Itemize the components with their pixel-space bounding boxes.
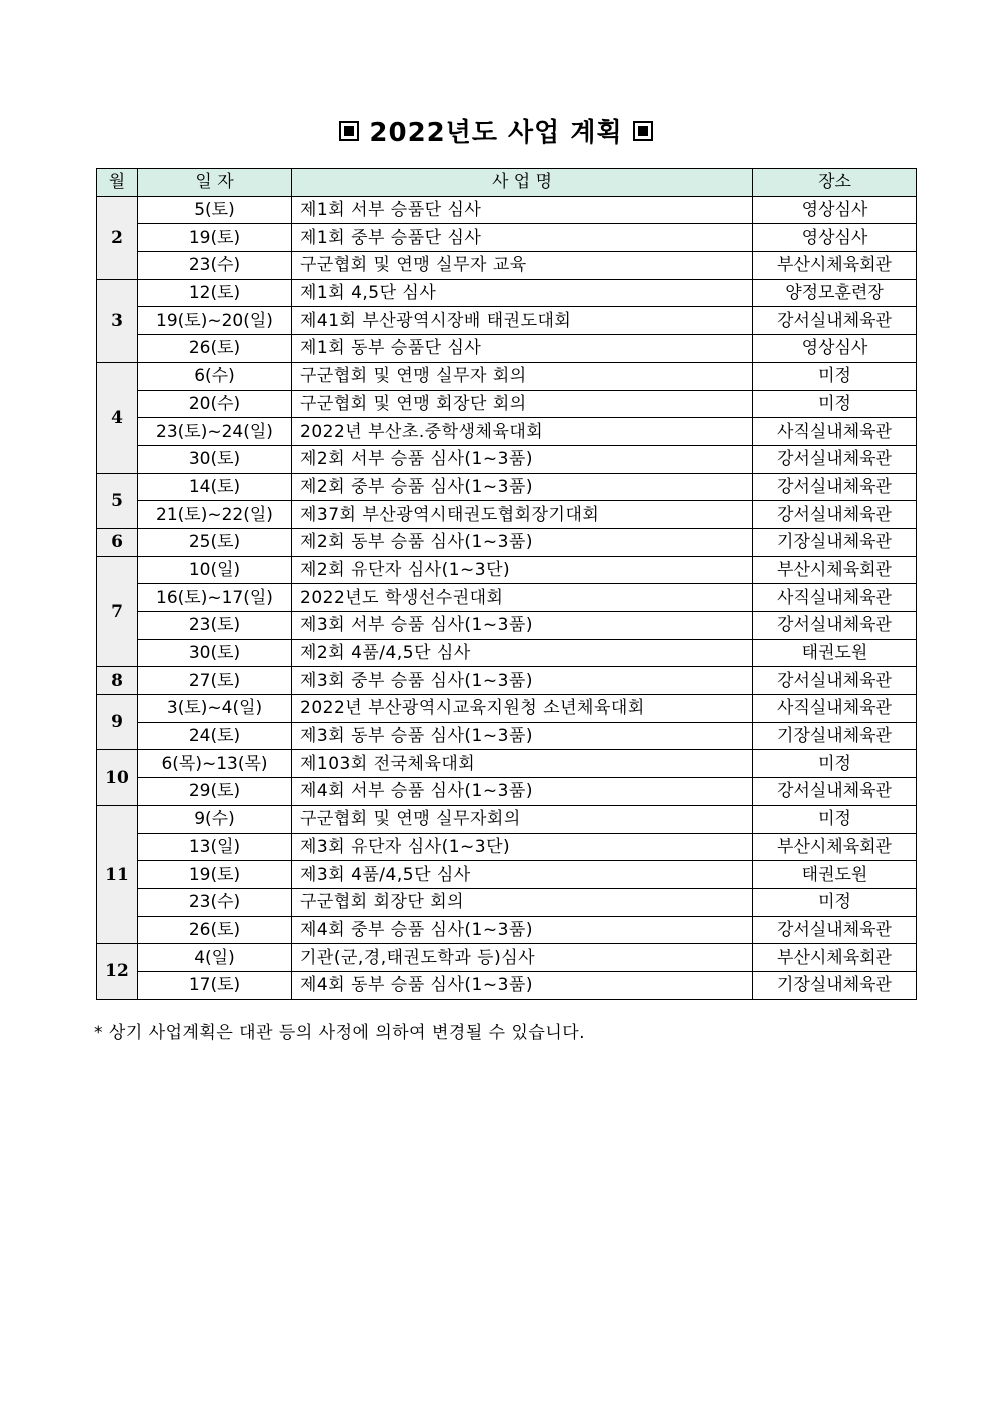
table-row xyxy=(97,279,917,307)
table-row xyxy=(97,722,917,750)
event-name-cell: 제4회 중부 승품 심사(1~3품) xyxy=(292,916,753,944)
event-name-cell: 제2회 서부 승품 심사(1~3품) xyxy=(292,445,753,473)
table-row xyxy=(97,584,917,612)
table-row xyxy=(97,362,917,390)
event-name-cell: 구군협회 및 연맹 회장단 회의 xyxy=(292,390,753,418)
place-cell: 강서실내체육관 xyxy=(753,612,917,640)
date-cell: 13(일) xyxy=(138,833,292,861)
square-bullet-icon xyxy=(339,121,359,141)
event-name-cell: 2022년도 학생선수권대회 xyxy=(292,584,753,612)
table-row xyxy=(97,252,917,280)
date-cell: 27(토) xyxy=(138,667,292,695)
footnote: * 상기 사업계획은 대관 등의 사정에 의하여 변경될 수 있습니다. xyxy=(94,1023,586,1043)
table-row xyxy=(97,805,917,833)
table-row xyxy=(97,861,917,889)
event-name-cell: 2022년 부산광역시교육지원청 소년체육대회 xyxy=(292,695,753,723)
event-name-cell: 제3회 서부 승품 심사(1~3품) xyxy=(292,612,753,640)
date-cell: 23(토)~24(일) xyxy=(138,418,292,446)
date-cell: 25(토) xyxy=(138,528,292,556)
place-cell: 사직실내체육관 xyxy=(753,695,917,723)
date-cell: 19(토) xyxy=(138,861,292,889)
table-row xyxy=(97,224,917,252)
table-row xyxy=(97,501,917,529)
event-name-cell: 제2회 동부 승품 심사(1~3품) xyxy=(292,528,753,556)
month-cell: 7 xyxy=(97,556,138,667)
place-cell: 부산시체육회관 xyxy=(753,944,917,972)
event-name-cell: 제1회 서부 승품단 심사 xyxy=(292,196,753,224)
place-cell: 미정 xyxy=(753,390,917,418)
date-cell: 4(일) xyxy=(138,944,292,972)
month-cell: 2 xyxy=(97,196,138,279)
date-cell: 6(수) xyxy=(138,362,292,390)
place-cell: 사직실내체육관 xyxy=(753,584,917,612)
event-name-cell: 제1회 중부 승품단 심사 xyxy=(292,224,753,252)
table-row xyxy=(97,667,917,695)
table-row xyxy=(97,612,917,640)
place-cell: 강서실내체육관 xyxy=(753,667,917,695)
date-cell: 12(토) xyxy=(138,279,292,307)
place-cell: 미정 xyxy=(753,362,917,390)
table-row xyxy=(97,888,917,916)
header-name: 사 업 명 xyxy=(292,169,753,197)
event-name-cell: 제2회 중부 승품 심사(1~3품) xyxy=(292,473,753,501)
table-row xyxy=(97,473,917,501)
place-cell: 강서실내체육관 xyxy=(753,473,917,501)
event-name-cell: 제2회 유단자 심사(1~3단) xyxy=(292,556,753,584)
place-cell: 영상심사 xyxy=(753,196,917,224)
table-row xyxy=(97,390,917,418)
date-cell: 3(토)~4(일) xyxy=(138,695,292,723)
date-cell: 14(토) xyxy=(138,473,292,501)
table-row xyxy=(97,196,917,224)
plan-table xyxy=(96,168,917,1000)
place-cell: 사직실내체육관 xyxy=(753,418,917,446)
table-row xyxy=(97,445,917,473)
event-name-cell: 제2회 4품/4,5단 심사 xyxy=(292,639,753,667)
date-cell: 5(토) xyxy=(138,196,292,224)
place-cell: 미정 xyxy=(753,805,917,833)
place-cell: 부산시체육회관 xyxy=(753,556,917,584)
place-cell: 강서실내체육관 xyxy=(753,445,917,473)
date-cell: 26(토) xyxy=(138,335,292,363)
event-name-cell: 제1회 동부 승품단 심사 xyxy=(292,335,753,363)
place-cell: 강서실내체육관 xyxy=(753,501,917,529)
page-title xyxy=(0,112,992,149)
place-cell: 부산시체육회관 xyxy=(753,833,917,861)
event-name-cell: 기관(군,경,태권도학과 등)심사 xyxy=(292,944,753,972)
header-date: 일 자 xyxy=(138,169,292,197)
place-cell: 강서실내체육관 xyxy=(753,916,917,944)
event-name-cell: 구군협회 회장단 회의 xyxy=(292,888,753,916)
month-cell: 8 xyxy=(97,667,138,695)
date-cell: 23(수) xyxy=(138,888,292,916)
square-bullet-icon xyxy=(633,121,653,141)
table-row xyxy=(97,916,917,944)
date-cell: 19(토)~20(일) xyxy=(138,307,292,335)
place-cell: 강서실내체육관 xyxy=(753,778,917,806)
place-cell: 미정 xyxy=(753,750,917,778)
date-cell: 19(토) xyxy=(138,224,292,252)
table-row xyxy=(97,639,917,667)
table-row xyxy=(97,335,917,363)
month-cell: 12 xyxy=(97,944,138,999)
event-name-cell: 제103회 전국체육대회 xyxy=(292,750,753,778)
place-cell: 양정모훈련장 xyxy=(753,279,917,307)
month-cell: 6 xyxy=(97,528,138,556)
title-text: 2022년도 사업 계획 xyxy=(369,118,623,148)
place-cell: 강서실내체육관 xyxy=(753,307,917,335)
table-row xyxy=(97,971,917,999)
header-place: 장소 xyxy=(753,169,917,197)
event-name-cell: 2022년 부산초.중학생체육대회 xyxy=(292,418,753,446)
event-name-cell: 구군협회 및 연맹 실무자회의 xyxy=(292,805,753,833)
event-name-cell: 제3회 4품/4,5단 심사 xyxy=(292,861,753,889)
date-cell: 26(토) xyxy=(138,916,292,944)
header-month: 월 xyxy=(97,169,138,197)
month-cell: 11 xyxy=(97,805,138,943)
month-cell: 4 xyxy=(97,362,138,473)
date-cell: 24(토) xyxy=(138,722,292,750)
event-name-cell: 구군협회 및 연맹 실무자 교육 xyxy=(292,252,753,280)
table-row xyxy=(97,528,917,556)
place-cell: 태권도원 xyxy=(753,861,917,889)
date-cell: 23(토) xyxy=(138,612,292,640)
table-body xyxy=(97,196,917,999)
date-cell: 23(수) xyxy=(138,252,292,280)
date-cell: 10(일) xyxy=(138,556,292,584)
date-cell: 6(목)~13(목) xyxy=(138,750,292,778)
event-name-cell: 제3회 중부 승품 심사(1~3품) xyxy=(292,667,753,695)
table-row xyxy=(97,833,917,861)
place-cell: 기장실내체육관 xyxy=(753,528,917,556)
table-row xyxy=(97,778,917,806)
event-name-cell: 구군협회 및 연맹 실무자 회의 xyxy=(292,362,753,390)
place-cell: 태권도원 xyxy=(753,639,917,667)
month-cell: 10 xyxy=(97,750,138,805)
date-cell: 20(수) xyxy=(138,390,292,418)
table-header-row xyxy=(97,169,917,197)
date-cell: 29(토) xyxy=(138,778,292,806)
place-cell: 미정 xyxy=(753,888,917,916)
date-cell: 30(토) xyxy=(138,639,292,667)
month-cell: 5 xyxy=(97,473,138,528)
month-cell: 3 xyxy=(97,279,138,362)
date-cell: 21(토)~22(일) xyxy=(138,501,292,529)
event-name-cell: 제3회 동부 승품 심사(1~3품) xyxy=(292,722,753,750)
event-name-cell: 제4회 서부 승품 심사(1~3품) xyxy=(292,778,753,806)
table-row xyxy=(97,307,917,335)
place-cell: 영상심사 xyxy=(753,224,917,252)
place-cell: 영상심사 xyxy=(753,335,917,363)
month-cell: 9 xyxy=(97,695,138,750)
place-cell: 기장실내체육관 xyxy=(753,722,917,750)
date-cell: 17(토) xyxy=(138,971,292,999)
table-row xyxy=(97,944,917,972)
event-name-cell: 제41회 부산광역시장배 태권도대회 xyxy=(292,307,753,335)
date-cell: 16(토)~17(일) xyxy=(138,584,292,612)
table-row xyxy=(97,695,917,723)
place-cell: 부산시체육회관 xyxy=(753,252,917,280)
event-name-cell: 제1회 4,5단 심사 xyxy=(292,279,753,307)
date-cell: 9(수) xyxy=(138,805,292,833)
table-row xyxy=(97,556,917,584)
table-row xyxy=(97,418,917,446)
table-row xyxy=(97,750,917,778)
event-name-cell: 제3회 유단자 심사(1~3단) xyxy=(292,833,753,861)
date-cell: 30(토) xyxy=(138,445,292,473)
event-name-cell: 제37회 부산광역시태권도협회장기대회 xyxy=(292,501,753,529)
event-name-cell: 제4회 동부 승품 심사(1~3품) xyxy=(292,971,753,999)
place-cell: 기장실내체육관 xyxy=(753,971,917,999)
